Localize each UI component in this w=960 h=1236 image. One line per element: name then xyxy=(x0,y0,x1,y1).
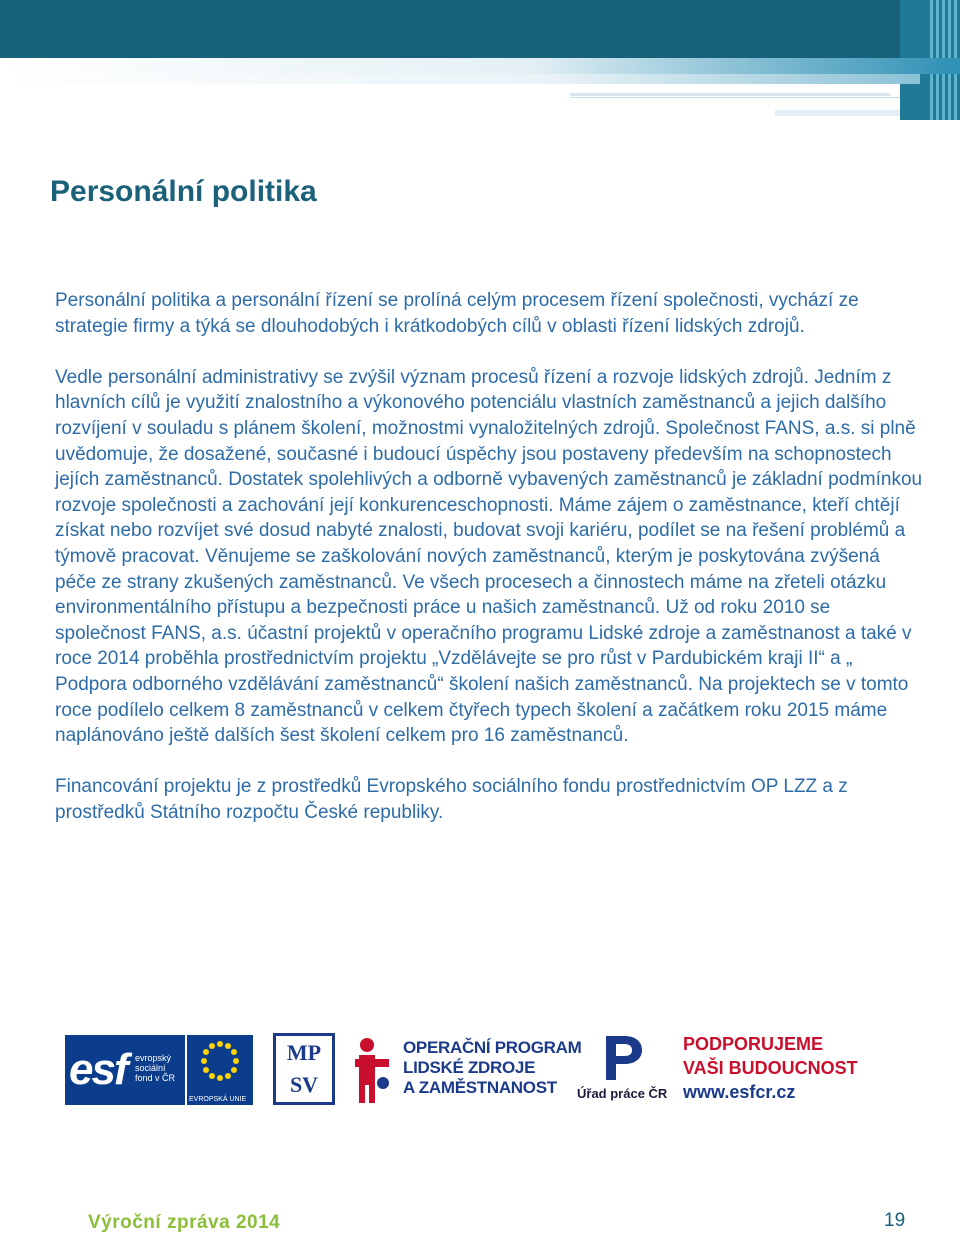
page-number: 19 xyxy=(884,1210,906,1231)
page-title: Personální politika xyxy=(50,175,317,208)
oplz-logo-text xyxy=(403,1038,581,1098)
podporujeme-url: www.esfcr.cz xyxy=(683,1082,796,1102)
esf-caption-line: sociální xyxy=(135,1063,166,1073)
paragraph-main: Vedle personální administrativy se zvýšil význam procesů řízení a rozvoje lidských zdrojů. Jedním z hlavních cílů je využití znalostního a výkonového potenciálu vlastních zaměstnanců a jejich dalšího rozvíjení v souladu s plánem školení, možnostmi vynaložitelných zdrojů. Společnost FANS, a.s. si plně uvědomuje, že dosažené, současné i budoucí úspěchy jsou postaveny především na schopnostech jejích zaměstnanců. Dostatek spolehlivých a odborně vybavených zaměstnanců je základní podmínkou rozvoje společnosti a zachování její konkurenceschopnosti. Máme zájem o zaměstnance, kteří chtějí získat nebo rozvíjet své dosud nabyté znalosti, budovat svoji kariéru, podílet se na řešení problémů a týmově pracovat. Věnujeme se zaškolování nových zaměstnanců, kterým je poskytována zvýšená péče ze strany zkušených zaměstnanců. Ve všech procesech a činnostech máme na zřeteli otázku environmentálního přístupu a bezpečnosti práce u našich zaměstnanců. Už od roku 2010 se společnost FANS, a.s. účastní projektů v operačního programu Lidské zdroje a zaměstnanost a také v roce 2014 proběhla prostřednictvím projektu „Vzdělávejte se pro růst v Pardubickém kraji II“ a „ Podpora odborného vzdělávání zaměstnanců“ školení našich zaměstnanců. Na projektech se v tomto roce podílelo celkem 8 zaměstnanců v celkem čtyřech typech školení a začátkem roku 2015 máme naplánováno ještě dalších šest školení celkem pro 16 zaměstnanců. xyxy=(55,366,923,747)
mpsv-logo xyxy=(273,1033,335,1105)
podporujeme-logo xyxy=(683,1032,858,1104)
oplz-text-line: OPERAČNÍ PROGRAM xyxy=(403,1038,582,1057)
oplz-figure-icon xyxy=(353,1033,393,1105)
urad-prace-label: Úřad práce ČR xyxy=(577,1086,668,1101)
eu-flag-logo xyxy=(187,1035,253,1105)
header-decor-line xyxy=(775,110,900,116)
paragraph-intro: Personální politika a personální řízení se prolíná celým procesem řízení společnosti, vychází ze strategie firmy a týká se dlouhodobých i krátkodobých cílů v oblasti řízení lidských zdrojů. xyxy=(55,290,859,337)
sponsor-logos xyxy=(65,1028,858,1108)
header-decor-line xyxy=(570,93,890,96)
body-text xyxy=(55,288,925,825)
eu-flag-label: EVROPSKÁ UNIE xyxy=(189,1096,247,1103)
header-gradient-strip xyxy=(0,58,960,74)
mpsv-logo-bottom: SV xyxy=(289,1072,319,1097)
eu-stars-icon xyxy=(187,1035,253,1093)
paragraph-financing: Financování projektu je z prostředků Evropského sociálního fondu prostřednictvím OP LZZ a z prostředků Státního rozpočtu České republiky. xyxy=(55,776,848,823)
header-gradient-strip-lower xyxy=(0,74,920,84)
podporujeme-line: VAŠI BUDOUCNOST xyxy=(683,1058,858,1078)
esf-logo-letters: esf xyxy=(69,1045,127,1094)
esf-logo xyxy=(65,1035,185,1105)
oplz-text-line: LIDSKÉ ZDROJE xyxy=(403,1058,536,1077)
header-top-bar xyxy=(0,0,960,58)
podporujeme-line: PODPORUJEME xyxy=(683,1034,824,1054)
esf-caption-line: evropský xyxy=(135,1053,172,1063)
esf-caption-line: fond v ČR xyxy=(135,1073,176,1083)
esf-logo-caption xyxy=(135,1053,175,1083)
footer-report-title: Výroční zpráva 2014 xyxy=(88,1212,281,1233)
header-decor-line xyxy=(570,97,900,98)
mpsv-logo-top: MP xyxy=(286,1040,322,1065)
urad-prace-icon xyxy=(600,1034,644,1082)
oplz-text-line: A ZAMĚSTNANOST xyxy=(403,1078,557,1097)
